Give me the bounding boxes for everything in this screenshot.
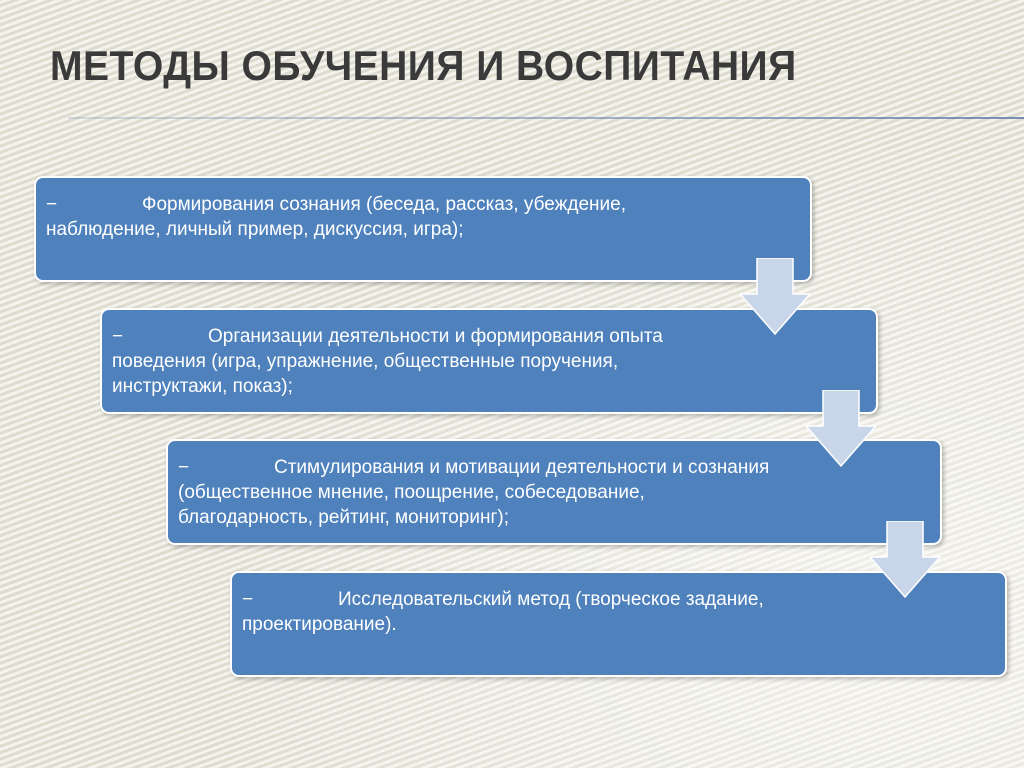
step-text: Формирования сознания (беседа, рассказ, убеждение, наблюдение, личный пример, дискуссия, игра); (46, 194, 626, 240)
step-text: Организации деятельности и формирования опыта поведения (игра, упражнение, общественные поручения, инструктажи, показ); (112, 326, 663, 397)
step-dash: − (46, 194, 58, 215)
method-step-1 (34, 176, 812, 282)
slide-title: МЕТОДЫ ОБУЧЕНИЯ И ВОСПИТАНИЯ (50, 42, 797, 89)
down-arrow-icon (870, 521, 940, 599)
title-divider (68, 117, 1024, 119)
down-arrow-icon (740, 258, 810, 336)
step-dash: − (242, 589, 254, 610)
step-dash: − (112, 326, 124, 347)
step-text: Исследовательский метод (творческое задание, проектирование). (242, 589, 764, 635)
step-dash: − (178, 457, 190, 478)
step-text: Стимулирования и мотивации деятельности и сознания (общественное мнение, поощрение, собеседование, благодарность, рейтинг, мониторинг); (178, 457, 770, 528)
down-arrow-icon (806, 390, 876, 468)
